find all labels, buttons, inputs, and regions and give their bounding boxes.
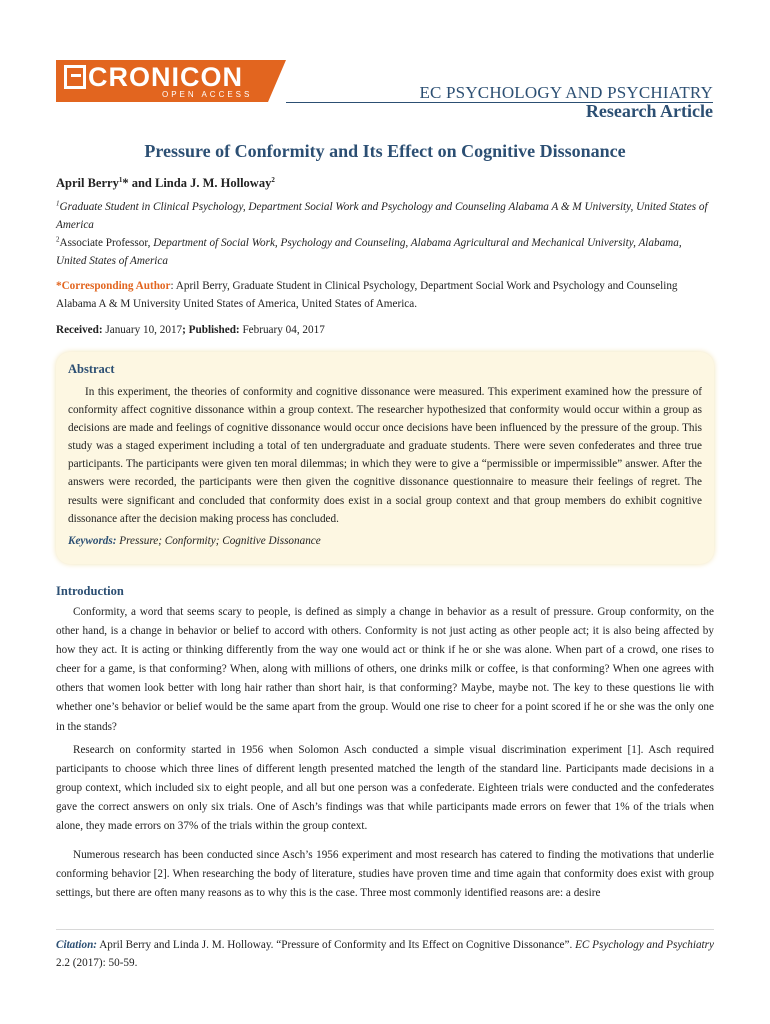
- corresponding-mark: *: [122, 176, 129, 190]
- citation-volume: 2.2 (2017): 50-59.: [56, 957, 138, 969]
- logo-name: CRONICON: [88, 62, 243, 92]
- author-1: April Berry: [56, 176, 119, 190]
- corresponding-text: : April Berry, Graduate Student in Clinical Psychology, Department Social Work and Psychology and Counseling Alabama A & M University United States of America, United States of America.: [56, 280, 678, 310]
- corresponding-label: *Corresponding Author: [56, 280, 171, 292]
- abstract-heading: Abstract: [68, 362, 115, 376]
- abstract-box: [56, 352, 714, 564]
- corresponding-author: [56, 277, 714, 313]
- affiliation-1-number: 1: [56, 199, 60, 208]
- dates-separator: ;: [182, 324, 189, 336]
- author-1-affiliation: 1: [118, 175, 123, 184]
- author-joiner: and: [128, 176, 155, 190]
- abstract-text: In this experiment, the theories of conformity and cognitive dissonance were measured. This experiment examined how the pressure of conformity affect cognitive dissonance within a group context. The researcher hypothesized that conformity would occur within a group as decisions are made and feelings of cognitive dissonance would occur once decisions have been influenced by the pressure of the group. This study was a staged experiment including a total of ten undergraduate and graduate students. There were seven confederates and three true participants. The participants were given ten moral dilemmas; in which they were to give a “permissible or impermissible” answer. After the answers were recorded, the participants were then given the cognitive dissonance questionnaire to measure their feelings of regret. The results were significant and concluded that conformity does exist in a social group context and that group members do exhibit cognitive dissonance after the decision making process has concluded.: [68, 386, 702, 525]
- keywords: [68, 535, 321, 547]
- affiliation-2-role: Associate Professor,: [59, 237, 154, 249]
- logo-band-tip: [268, 60, 286, 102]
- citation-label: Citation:: [56, 939, 98, 951]
- author-line: [56, 174, 714, 192]
- logo-e-mark-icon: [64, 65, 86, 89]
- keywords-label: Keywords:: [68, 535, 117, 547]
- affiliation-2-number: 2: [56, 235, 60, 244]
- citation-text: April Berry and Linda J. M. Holloway. “Pressure of Conformity and Its Effect on Cognitive Dissonance”.: [97, 939, 576, 951]
- introduction-paragraph-2: Research on conformity started in 1956 when Solomon Asch conducted a simple visual discrimination experiment [1]. Asch required participants to choose which three lines of different length presented matched the length of the standard line. Participants made decisions in a group context, which included six to eight people, and all but one person was a confederate. Eighteen trials were conducted and the confederates gave the correct answers on only six trials. One of Asch’s findings was that while participants made errors on fewer that 1% of the trials when alone, they made errors on 37% of the trials within the group context.: [56, 744, 714, 833]
- author-2-affiliation: 2: [271, 175, 275, 184]
- introduction-paragraph-3: Numerous research has been conducted since Asch’s 1956 experiment and most research has catered to finding the motivations that underlie conforming behavior [2]. When researching the body of literature, studies have proven time and time again that conformity does exist with group settings, but there are often many reasons as to why this is the case. Three most commonly identified reasons are: a desire: [56, 849, 714, 900]
- affiliation-2-text: Department of Social Work, Psychology and Counseling, Alabama Agricultural and Mechanical University, Alabama, United States of America: [56, 237, 682, 267]
- received-date: January 10, 2017: [102, 324, 183, 336]
- citation-journal: EC Psychology and Psychiatry: [575, 939, 714, 951]
- citation: [56, 936, 714, 972]
- published-date: February 04, 2017: [239, 324, 325, 336]
- logo-subtitle: OPEN ACCESS: [162, 90, 253, 99]
- introduction-heading: Introduction: [56, 584, 124, 598]
- affiliation-1-text: Graduate Student in Clinical Psychology, Department Social Work and Psychology and Counseling Alabama A & M University, United States of America: [56, 201, 708, 231]
- dates-line: [56, 321, 714, 339]
- keywords-text: Pressure; Conformity; Cognitive Dissonance: [116, 535, 321, 547]
- published-label: Published:: [188, 324, 240, 336]
- received-label: Received:: [56, 324, 103, 336]
- paper-title: Pressure of Conformity and Its Effect on Cognitive Dissonance: [144, 141, 626, 161]
- author-2: Linda J. M. Holloway: [155, 176, 272, 190]
- footer-rule: [56, 929, 714, 930]
- affiliation-1: [56, 198, 714, 234]
- affiliation-2: [56, 234, 714, 270]
- cronicon-logo: [56, 60, 286, 102]
- journal-name: EC PSYCHOLOGY AND PSYCHIATRY: [419, 83, 713, 102]
- article-type: Research Article: [585, 101, 713, 121]
- introduction-paragraph-1: Conformity, a word that seems scary to people, is defined as simply a change in behavior as a result of pressure. Group conformity, on the other hand, is a change in behavior or belief to accord with others. Conformity is not just acting as other people act; it is also being affected by how they act. It is acting or thinking differently from the way one would act or think if he or she was alone. When part of a crowd, one rises to cheer for a game, is that conforming? When, along with millions of others, one drinks milk or coffee, is that conforming? When one agrees with others that women look better with long hair rather than short hair, is that conforming? Maybe, maybe not. The key to these questions lie with whether one’s behavior or belief would be the same apart from the group. Would one rise to cheer for a point scored if he or she was the only one in the stands?: [56, 606, 714, 733]
